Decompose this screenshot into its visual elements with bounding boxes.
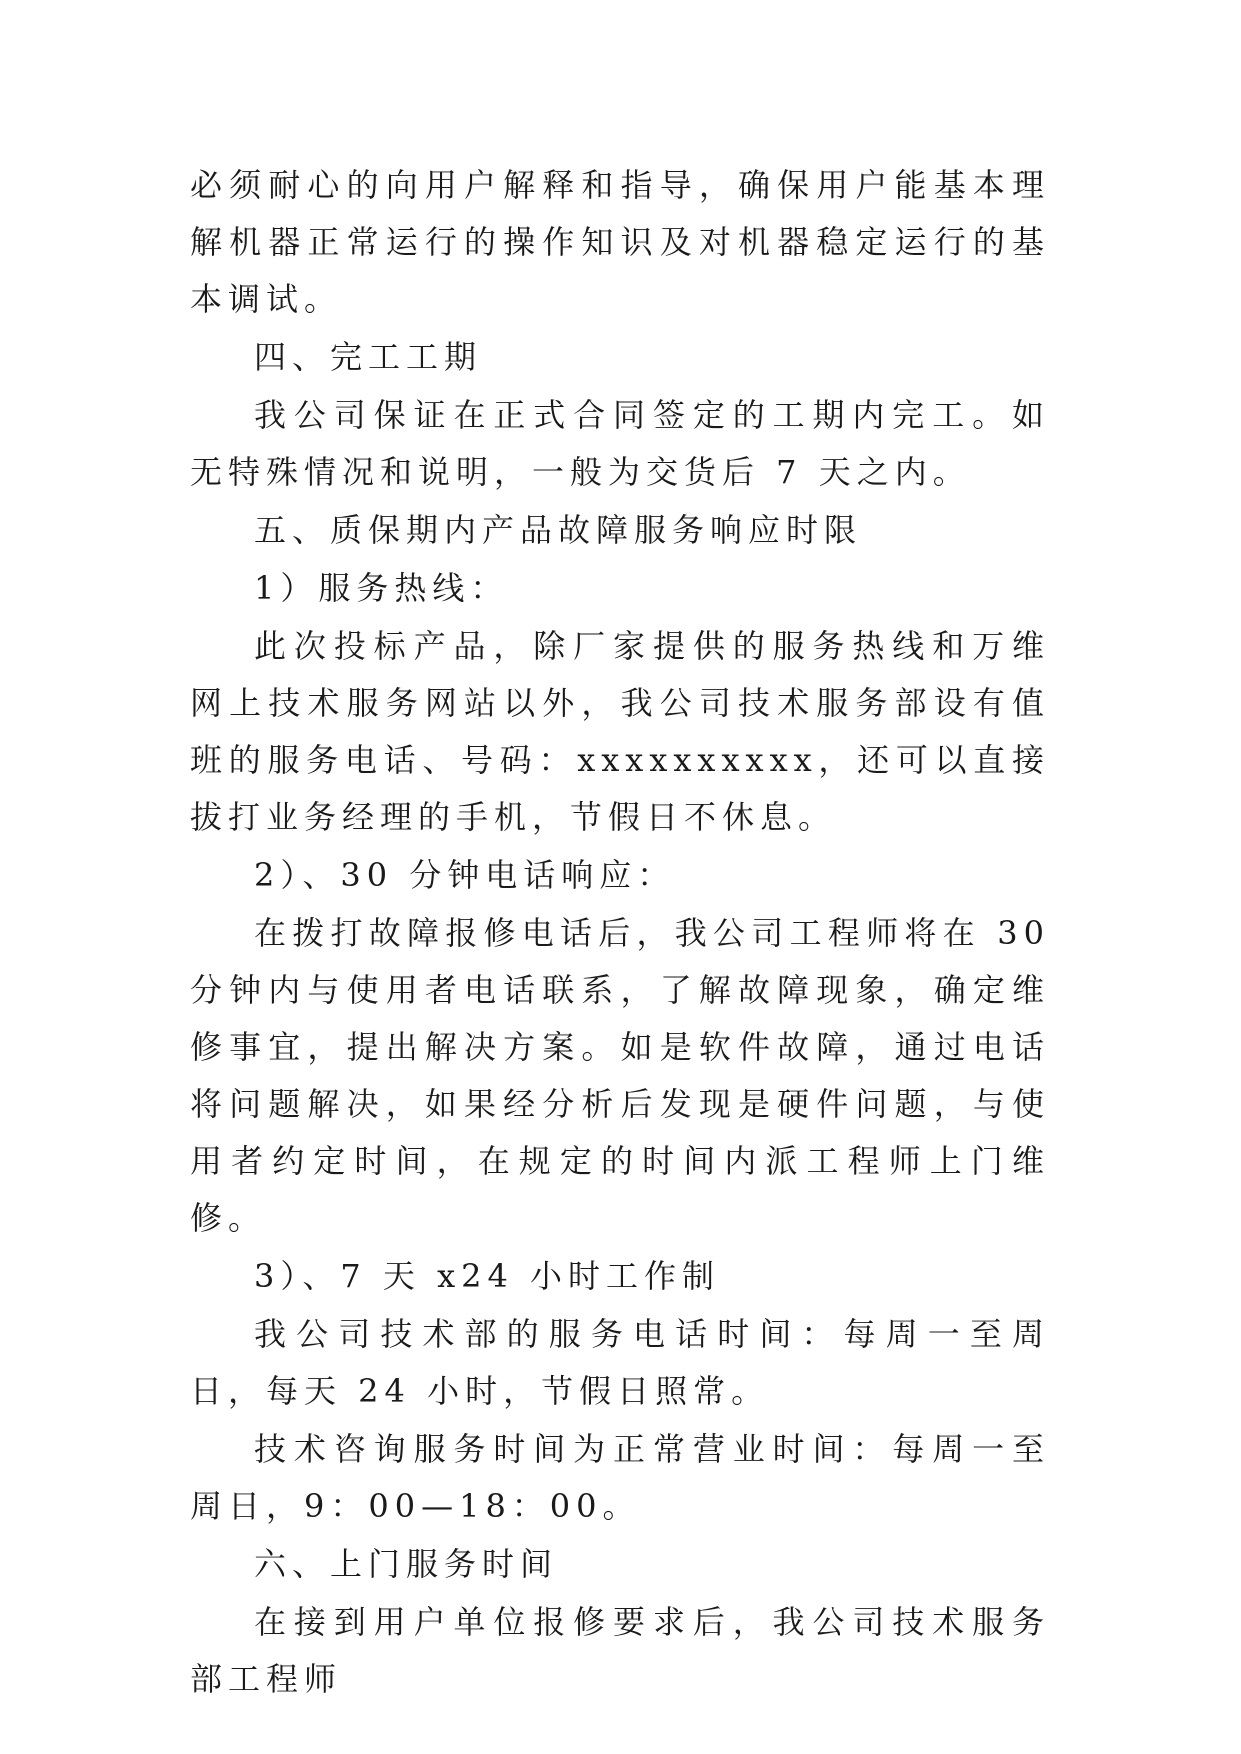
subheading-7x24: 3）、7 天 x24 小时工作制 bbox=[254, 1257, 721, 1295]
paragraph-onsite-service: 在接到用户单位报修要求后，我公司技术服务部工程师 bbox=[190, 1603, 1050, 1698]
section-heading-onsite-service: 六、上门服务时间 bbox=[254, 1545, 559, 1583]
subheading-30min-response: 2）、30 分钟电话响应： bbox=[254, 856, 676, 894]
section-heading-response-time: 五、质保期内产品故障服务响应时限 bbox=[254, 511, 863, 549]
paragraph-service-phone-hours: 我公司技术部的服务电话时间：每周一至周日，每天 24 小时，节假日照常。 bbox=[190, 1315, 1050, 1410]
paragraph-continuation: 必须耐心的向用户解释和指导，确保用户能基本理解机器正常运行的操作知识及对机器稳定运行的基本调试。 bbox=[190, 166, 1050, 318]
paragraph-consulting-hours: 技术咨询服务时间为正常营业时间：每周一至周日，9：00—18：00。 bbox=[190, 1430, 1050, 1525]
paragraph-completion-period: 我公司保证在正式合同签定的工期内完工。如无特殊情况和说明，一般为交货后 7 天之内。 bbox=[190, 396, 1050, 491]
section-heading-completion-period: 四、完工工期 bbox=[254, 338, 483, 376]
document-body bbox=[190, 157, 1067, 1708]
paragraph-service-hotline: 此次投标产品，除厂家提供的服务热线和万维网上技术服务网站以外，我公司技术服务部设有值班的服务电话、号码：xxxxxxxxxx，还可以直接拔打业务经理的手机，节假日不休息。 bbox=[190, 627, 1050, 836]
subheading-service-hotline: 1）服务热线： bbox=[254, 569, 509, 607]
paragraph-30min-response: 在拨打故障报修电话后，我公司工程师将在 30 分钟内与使用者电话联系，了解故障现象，确定维修事宜，提出解决方案。如是软件故障，通过电话将问题解决，如果经分析后发现是硬件问题，与使用者约定时间，在规定的时间内派工程师上门维修。 bbox=[190, 914, 1067, 1237]
